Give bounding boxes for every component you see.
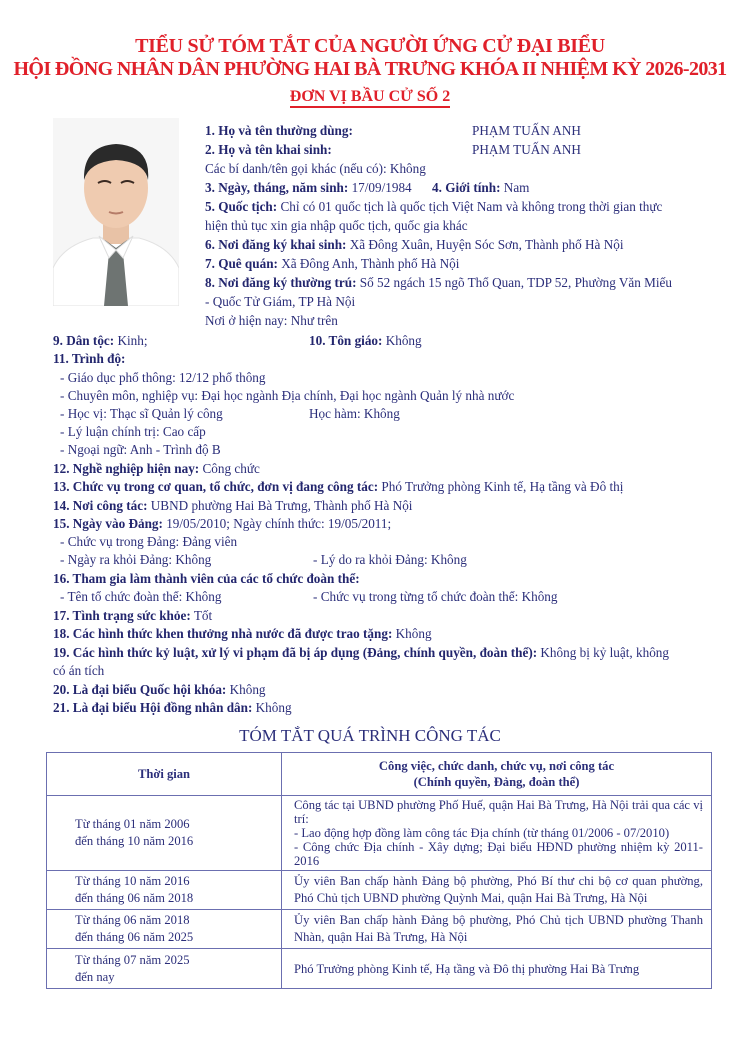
field-aliases: Các bí danh/tên gọi khác (nếu có): Không: [205, 161, 426, 176]
field-ethnicity: 9. Dân tộc: Kinh;: [53, 333, 148, 348]
common-name-value: PHẠM TUẤN ANH: [472, 123, 581, 138]
field-birth-name: 2. Họ và tên khai sinh:: [205, 142, 332, 157]
field-birth-registration: 6. Nơi đăng ký khai sinh: Xã Đông Xuân, Huyện Sóc Sơn, Thành phố Hà Nội: [205, 237, 624, 252]
field-peoples-council: 21. Là đại biểu Hội đồng nhân dân: Không: [53, 700, 292, 715]
row-description: Ủy viên Ban chấp hành Đảng bộ phường, Phó Chủ tịch UBND phường Thanh Nhàn, quận Hai Bà Trưng, Hà Nội: [282, 910, 712, 949]
candidate-portrait-photo: [53, 118, 179, 306]
row-description: Ủy viên Ban chấp hành Đảng bộ phường, Phó Bí thư chi bộ cơ quan phường, Phó Chủ tịch UBND phường Quỳnh Mai, quận Hai Bà Trưng, Hà Nội: [282, 871, 712, 910]
field-occupation: 12. Nghề nghiệp hiện nay: Công chức: [53, 461, 260, 476]
education-general: - Giáo dục phổ thông: 12/12 phổ thông: [60, 370, 266, 385]
electoral-unit-subtitle: ĐƠN VỊ BẦU CỬ SỐ 2: [0, 88, 740, 106]
field-awards: 18. Các hình thức khen thưởng nhà nước đã được trao tặng: Không: [53, 626, 432, 641]
field-nationality: 5. Quốc tịch: Chỉ có 01 quốc tịch là quốc tịch Việt Nam và không trong thời gian thực: [205, 199, 663, 214]
field-date-of-birth: 3. Ngày, tháng, năm sinh: 17/09/1984: [205, 180, 412, 195]
row-time: Từ tháng 06 năm 2018 đến tháng 06 năm 2025: [47, 910, 282, 949]
field-common-name: 1. Họ và tên thường dùng:: [205, 123, 353, 138]
field-religion: 10. Tôn giáo: Không: [309, 333, 422, 348]
field-permanent-residence-cont: - Quốc Tử Giám, TP Hà Nội: [205, 294, 356, 309]
row-time: Từ tháng 07 năm 2025 đến nay: [47, 949, 282, 989]
field-discipline: 19. Các hình thức kỷ luật, xử lý vi phạm đã bị áp dụng (Đảng, chính quyền, đoàn thể): Không bị kỷ luật, không: [53, 645, 669, 660]
portrait-image: [53, 118, 179, 306]
header-time: Thời gian: [47, 753, 282, 796]
document-title-line-1: TIỂU SỬ TÓM TẮT CỦA NGƯỜI ỨNG CỬ ĐẠI BIỂU: [135, 35, 605, 57]
birth-name-value: PHẠM TUẤN ANH: [472, 142, 581, 157]
field-organizations: 16. Tham gia làm thành viên của các tổ chức đoàn thể:: [53, 571, 360, 586]
row-description: Phó Trưởng phòng Kinh tế, Hạ tầng và Đô thị phường Hai Bà Trưng: [282, 949, 712, 989]
field-party-admission: 15. Ngày vào Đảng: 19/05/2010; Ngày chính thức: 19/05/2011;: [53, 516, 392, 531]
field-permanent-residence: 8. Nơi đăng ký thường trú: Số 52 ngách 15 ngõ Thổ Quan, TDP 52, Phường Văn Miếu: [205, 275, 672, 290]
field-discipline-cont: có án tích: [53, 663, 105, 678]
header-description: Công việc, chức danh, chức vụ, nơi công tác (Chính quyền, Đảng, đoàn thể): [282, 753, 712, 796]
row-time: Từ tháng 10 năm 2016 đến tháng 06 năm 2018: [47, 871, 282, 910]
table-header-row: [47, 753, 712, 796]
field-hometown: 7. Quê quán: Xã Đông Anh, Thành phố Hà Nội: [205, 256, 460, 271]
party-leave-reason: - Lý do ra khỏi Đảng: Không: [313, 552, 467, 567]
work-history-table: [46, 752, 712, 989]
table-row: [47, 796, 712, 871]
field-nationality-cont: hiện thủ tục xin gia nhập quốc tịch, quốc gia khác: [205, 218, 468, 233]
field-current-position: 13. Chức vụ trong cơ quan, tổ chức, đơn vị đang công tác: Phó Trưởng phòng Kinh tế, Hạ tầng và Đô thị: [53, 479, 624, 494]
education-foreign-language: - Ngoại ngữ: Anh - Trình độ B: [60, 442, 221, 457]
document-title-line-2: HỘI ĐỒNG NHÂN DÂN PHƯỜNG HAI BÀ TRƯNG KHÓA II NHIỆM KỲ 2026-2031: [13, 58, 727, 80]
party-leave-date: - Ngày ra khỏi Đảng: Không: [60, 552, 212, 567]
education-specialty: - Chuyên môn, nghiệp vụ: Đại học ngành Địa chính, Đại học ngành Quản lý nhà nước: [60, 388, 515, 403]
table-row: [47, 910, 712, 949]
field-gender: 4. Giới tính: Nam: [432, 180, 530, 195]
field-current-residence: Nơi ở hiện nay: Như trên: [205, 313, 338, 328]
party-position: - Chức vụ trong Đảng: Đảng viên: [60, 534, 238, 549]
field-workplace: 14. Nơi công tác: UBND phường Hai Bà Trưng, Thành phố Hà Nội: [53, 498, 413, 513]
row-description: Công tác tại UBND phường Phố Huế, quận Hai Bà Trưng, Hà Nội trải qua các vị trí: - Lao động hợp đồng làm công tác Địa chính (từ tháng 01/2006 - 07/2010) - Công chức Địa chính - Xây dựng; Đại biểu HĐND phường nhiệm kỳ 2011-2016: [282, 796, 712, 871]
organization-name: - Tên tổ chức đoàn thể: Không: [60, 589, 222, 604]
education-degree: - Học vị: Thạc sĩ Quản lý công: [60, 406, 223, 421]
education-academic-title: Học hàm: Không: [309, 406, 400, 421]
table-row: [47, 949, 712, 989]
organization-position: - Chức vụ trong từng tổ chức đoàn thể: Không: [313, 589, 558, 604]
field-national-assembly: 20. Là đại biểu Quốc hội khóa: Không: [53, 682, 266, 697]
table-row: [47, 871, 712, 910]
work-history-title: TÓM TẮT QUÁ TRÌNH CÔNG TÁC: [239, 726, 501, 745]
education-political-theory: - Lý luận chính trị: Cao cấp: [60, 424, 206, 439]
row-time: Từ tháng 01 năm 2006 đến tháng 10 năm 2016: [47, 796, 282, 871]
field-education: 11. Trình độ:: [53, 351, 126, 366]
field-health: 17. Tình trạng sức khỏe: Tốt: [53, 608, 213, 623]
